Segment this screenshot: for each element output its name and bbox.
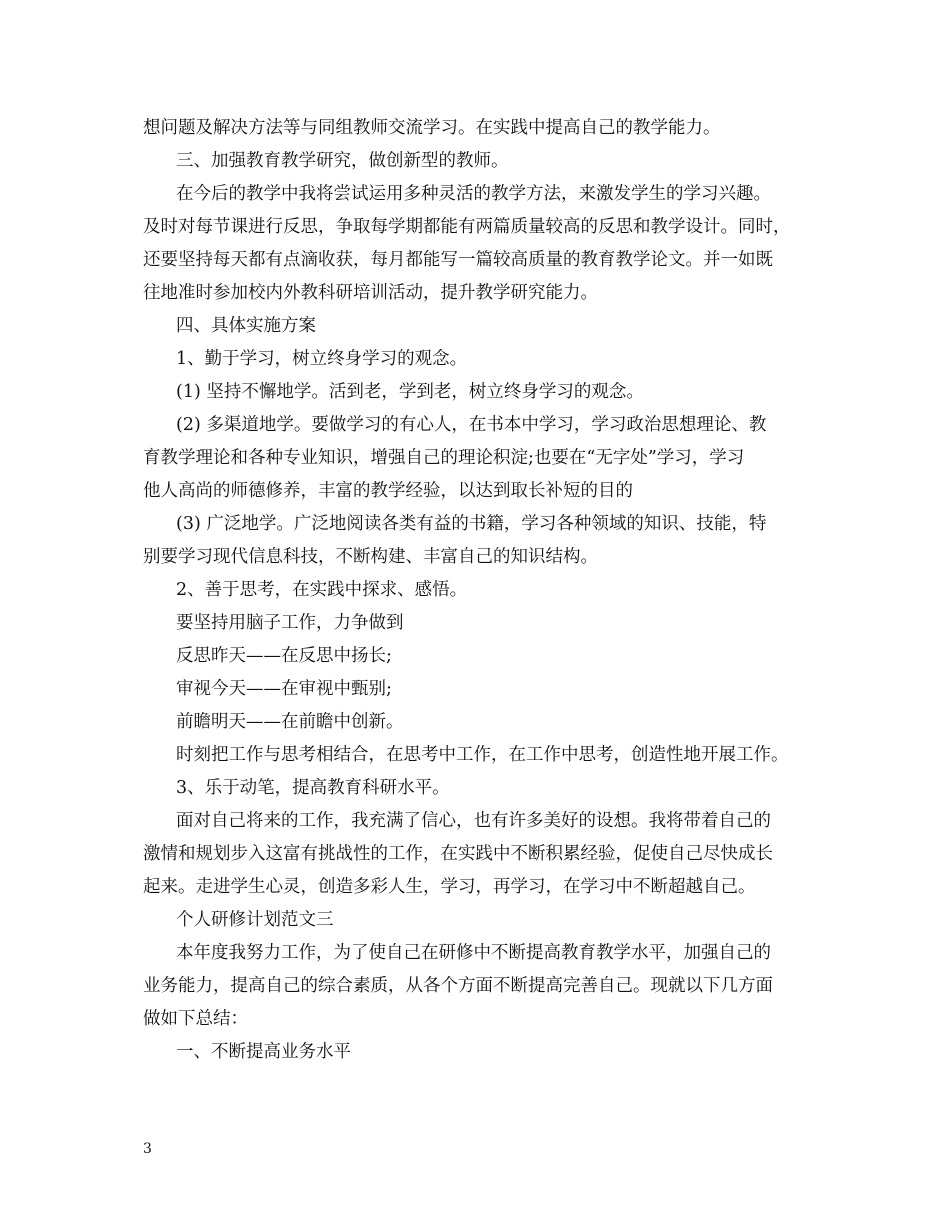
text-line: 要坚持用脑子工作，力争做到 [176, 613, 404, 633]
text-line: 往地准时参加校内外教科研培训活动，提升教学研究能力。 [143, 283, 598, 303]
text-line: 育教学理论和各种专业知识，增强自己的理论积淀;也要在“无字处”学习，学习 [143, 448, 745, 468]
text-line: 做如下总结： [143, 1009, 248, 1029]
text-line: 想问题及解决方法等与同组教师交流学习。在实践中提高自己的教学能力。 [143, 118, 721, 138]
text-line: 激情和规划步入这富有挑战性的工作，在实践中不断积累经验，促使自己尽快成长 [143, 844, 773, 864]
text-line: 反思昨天——在反思中扬长; [176, 646, 392, 666]
subsection-heading: 2、善于思考，在实践中探求、感悟。 [176, 580, 468, 600]
text-line: 面对自己将来的工作，我充满了信心，也有许多美好的设想。我将带着自己的 [176, 811, 771, 831]
section-heading: 四、具体实施方案 [176, 316, 316, 336]
text-line: 在今后的教学中我将尝试运用多种灵活的教学方法，来激发学生的学习兴趣。 [176, 184, 771, 204]
text-line: 他人高尚的师德修养，丰富的教学经验，以达到取长补短的目的 [143, 481, 633, 501]
section-heading: 一、不断提高业务水平 [176, 1042, 351, 1062]
text-line: 本年度我努力工作，为了使自己在研修中不断提高教育教学水平，加强自己的 [176, 943, 771, 963]
section-title: 个人研修计划范文三 [176, 910, 334, 930]
text-line: (2) 多渠道地学。要做学习的有心人，在书本中学习，学习政治思想理论、教 [176, 415, 767, 435]
subsection-heading: 3、乐于动笔，提高教育科研水平。 [176, 778, 450, 798]
text-line: 业务能力，提高自己的综合素质，从各个方面不断提高完善自己。现就以下几方面 [143, 976, 773, 996]
text-line: 别要学习现代信息科技，不断构建、丰富自己的知识结构。 [143, 547, 598, 567]
text-line: 审视今天——在审视中甄别; [176, 679, 392, 699]
subsection-heading: 1、勤于学习，树立终身学习的观念。 [176, 349, 468, 369]
text-line: (3) 广泛地学。广泛地阅读各类有益的书籍，学习各种领域的知识、技能，特 [176, 514, 767, 534]
section-heading: 三、加强教育教学研究，做创新型的教师。 [176, 151, 509, 171]
page-number: 3 [143, 1141, 152, 1157]
text-line: 及时对每节课进行反思，争取每学期都能有两篇质量较高的反思和教学设计。同时， [143, 217, 791, 237]
text-line: 起来。走进学生心灵，创造多彩人生，学习，再学习，在学习中不断超越自己。 [143, 877, 756, 897]
text-line: 时刻把工作与思考相结合，在思考中工作，在工作中思考，创造性地开展工作。 [176, 745, 789, 765]
text-line: 前瞻明天——在前瞻中创新。 [176, 712, 404, 732]
text-line: 还要坚持每天都有点滴收获，每月都能写一篇较高质量的教育教学论文。并一如既 [143, 250, 773, 270]
text-line: (1) 坚持不懈地学。活到老，学到老，树立终身学习的观念。 [176, 382, 644, 402]
